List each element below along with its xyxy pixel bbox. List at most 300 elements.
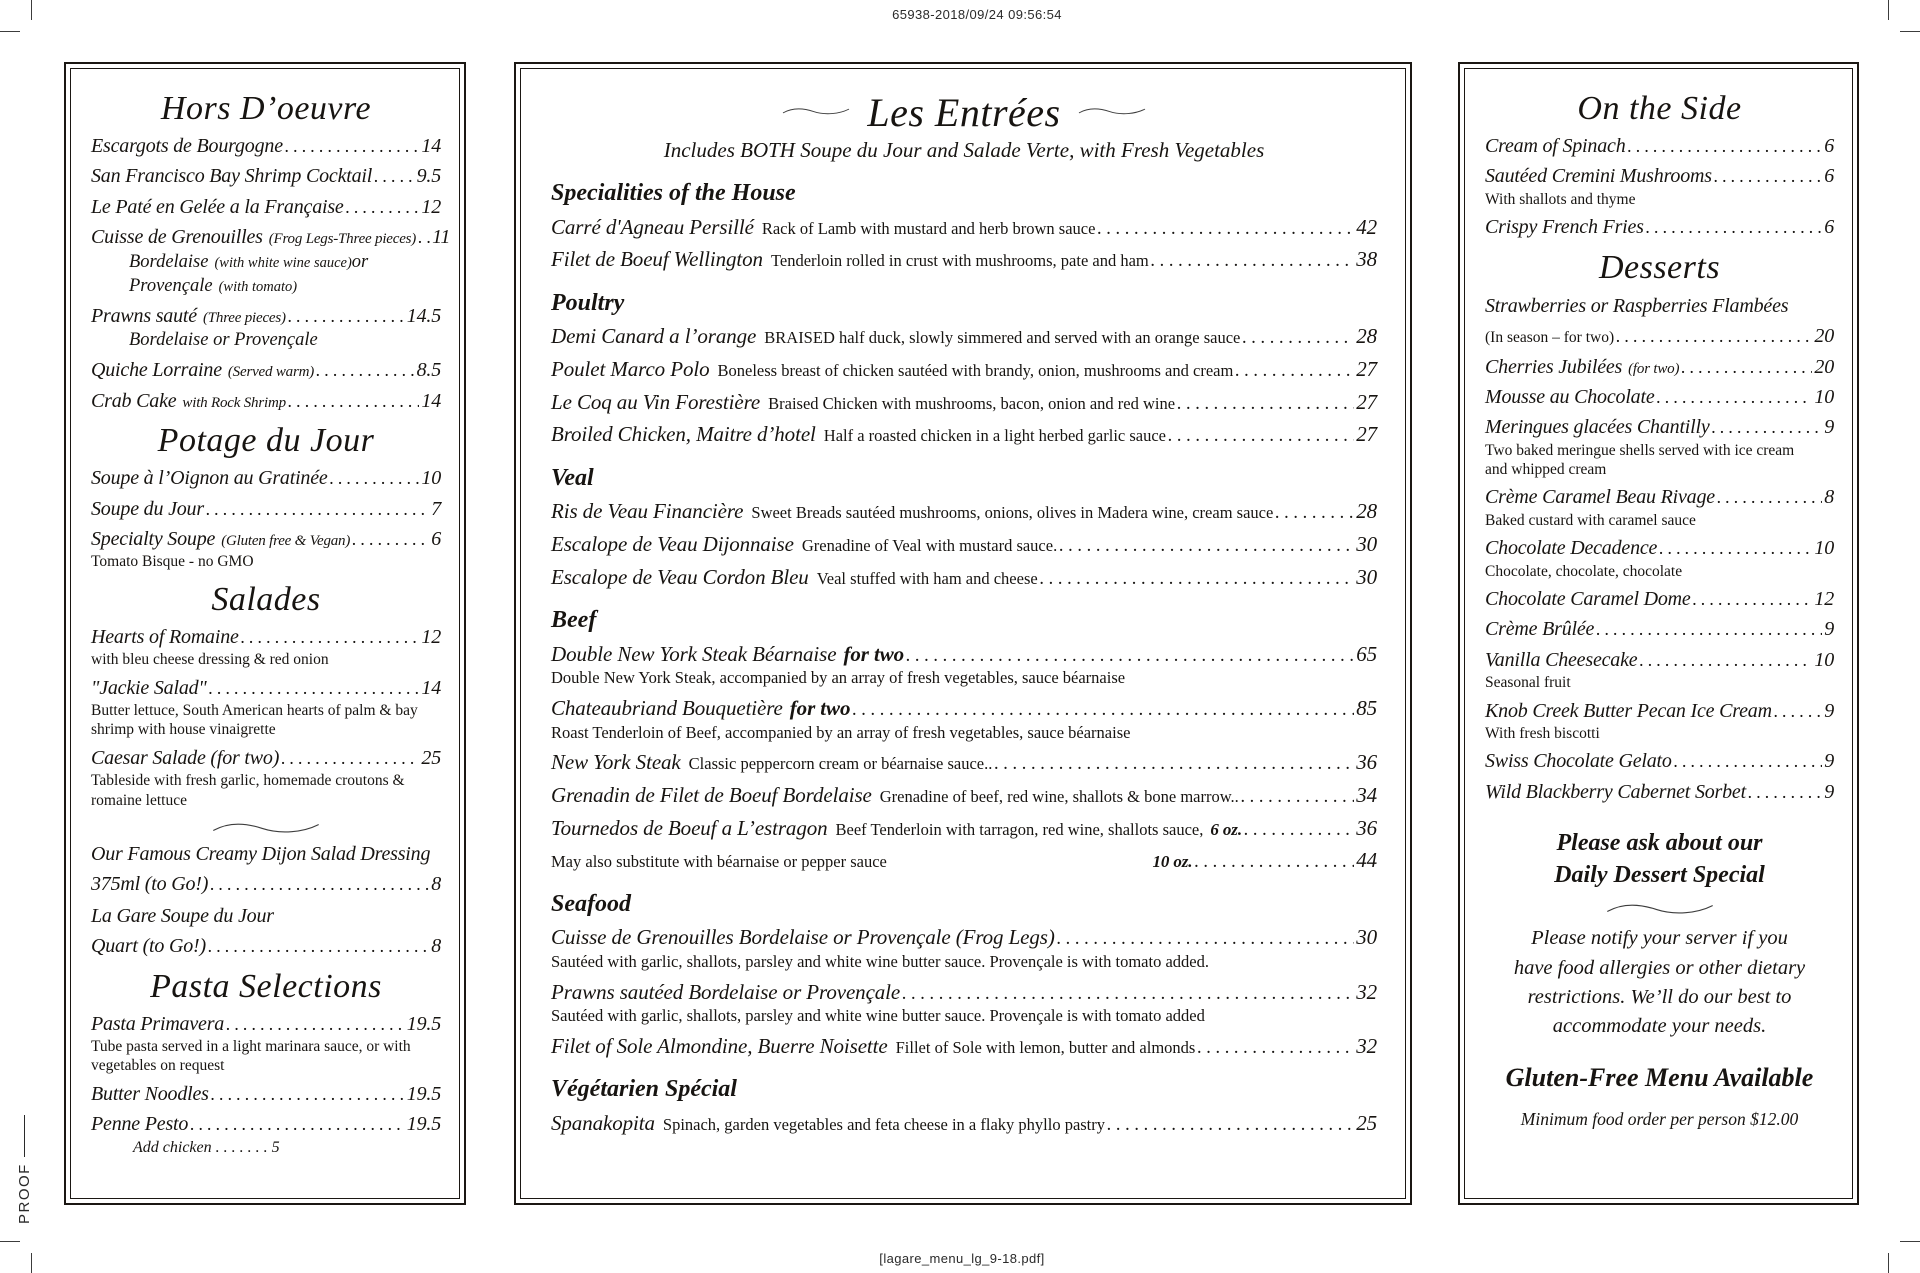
item-name-line: Strawberries or Raspberries Flambées [1485, 294, 1789, 317]
item-name: New York Steak [551, 750, 681, 775]
item-sub-line [129, 251, 441, 274]
menu-section [551, 180, 1377, 273]
item-price: 85 [1356, 696, 1377, 721]
menu-item [551, 816, 1377, 874]
dots-leader [418, 227, 430, 249]
item-description: Chocolate, chocolate, chocolate [1485, 562, 1683, 580]
item-description-inline: Tenderloin rolled in crust with mushrooms, pate and ham [770, 251, 1149, 271]
dots-leader [1151, 249, 1354, 272]
item-note: (Three pieces) [202, 309, 286, 326]
dots-leader [1235, 359, 1354, 382]
dots-leader [210, 874, 429, 896]
item-description: With fresh biscotti [1485, 724, 1600, 742]
entrees-title-row [551, 91, 1377, 135]
item-price-row [551, 816, 1377, 842]
item-name: Ris de Veau Financière [551, 499, 744, 524]
section-heading: Hors D’oeuvre [160, 90, 372, 127]
menu-item [551, 247, 1377, 273]
item-price-row [551, 215, 1377, 241]
item-name: Chocolate Decadence [1485, 537, 1658, 560]
item-price: 7 [431, 497, 441, 520]
item-description-inline: Grenadine of Veal with mustard sauce. [801, 536, 1058, 556]
menu-item [91, 527, 441, 572]
item-name: Filet of Sole Almondine, Buerre Noisette [551, 1033, 888, 1058]
item-name-suffix: for two [789, 696, 851, 721]
item-price-row [1485, 749, 1834, 773]
item-name: Quart (to Go!) [91, 935, 206, 958]
dots-leader [209, 678, 420, 700]
swash-ornament-graphic [1077, 105, 1147, 117]
item-name: Mousse au Chocolate [1485, 385, 1655, 408]
item-description: Sautéed with garlic, shallots, parsley and white wine butter sauce. Provençale is with tomato added. [551, 951, 1209, 971]
item-description-inline: Classic peppercorn cream or béarnaise sauce.. [688, 754, 993, 774]
item-price: 19.5 [406, 1113, 441, 1136]
menu-item [91, 195, 441, 219]
menu-item [551, 925, 1377, 972]
salades-divider [91, 820, 441, 835]
menu-section [551, 607, 1377, 874]
menu-panel-left-content [70, 68, 460, 1199]
item-name: Pasta Primavera [91, 1012, 225, 1035]
item-name: San Francisco Bay Shrimp Cocktail [91, 165, 373, 188]
dots-leader [1681, 357, 1812, 379]
item-price: 12 [421, 625, 441, 648]
item-name: Escalope de Veau Cordon Bleu [551, 564, 809, 589]
swash-ornament [781, 104, 851, 122]
item-price: 34 [1356, 782, 1377, 807]
menu-panel-center-content [520, 68, 1406, 1199]
item-price: 14 [421, 135, 441, 158]
item-name: (In season – for two) [1485, 329, 1615, 347]
dots-leader [374, 166, 414, 188]
notice-block [1485, 1061, 1834, 1095]
dots-leader [902, 982, 1354, 1005]
notice-line: have food allergies or other dietary [1513, 956, 1806, 979]
menu-item [551, 357, 1377, 383]
item-price-row [91, 304, 441, 328]
dots-leader [330, 468, 420, 490]
item-price: 14 [421, 389, 441, 412]
item-description-inline: Boneless breast of chicken sautéed with brandy, onion, mushrooms and cream [717, 361, 1234, 381]
item-price: 30 [1356, 925, 1377, 950]
item-price-row [1485, 415, 1834, 439]
notice-block [1485, 924, 1834, 1040]
item-price-row [1485, 587, 1834, 611]
crop-mark [1900, 1241, 1920, 1242]
item-sub-line [129, 275, 441, 298]
item-price: 9 [1824, 780, 1834, 803]
item-price-row [1485, 699, 1834, 723]
dots-leader [285, 136, 420, 158]
item-name: Soupe du Jour [91, 497, 204, 520]
item-sub-text: Bordelaise [129, 251, 209, 272]
dots-leader [1177, 392, 1354, 415]
item-price-row [91, 872, 441, 896]
dots-leader [190, 1114, 405, 1136]
dots-leader [208, 936, 429, 958]
dots-leader [1674, 751, 1822, 773]
item-sub-text: Add chicken . . . . . . . 5 [133, 1138, 280, 1156]
menu-panel-right [1458, 62, 1859, 1205]
item-price: 20 [1814, 325, 1834, 348]
item-name: Vanilla Cheesecake [1485, 648, 1638, 671]
menu-section [91, 89, 451, 413]
entrees-subtitle: Includes BOTH Soupe du Jour and Salade Verte, with Fresh Vegetables [663, 138, 1265, 162]
item-sub-tail: or [351, 251, 369, 272]
dots-leader [1059, 534, 1354, 557]
menu-item [91, 164, 441, 188]
item-name: Filet de Boeuf Wellington [551, 247, 763, 272]
item-name: Wild Blackberry Cabernet Sorbet [1485, 780, 1746, 803]
menu-item [1485, 648, 1834, 693]
menu-item [551, 1034, 1377, 1060]
item-description: with bleu cheese dressing & red onion [91, 651, 329, 669]
item-alt-note: May also substitute with béarnaise or pepper sauce [551, 852, 887, 872]
item-price: 28 [1356, 324, 1377, 349]
menu-section [91, 421, 441, 572]
menu-item [551, 422, 1377, 448]
item-price-row [91, 134, 441, 158]
section-heading: On the Side [1577, 90, 1742, 127]
menu-item [1485, 536, 1834, 581]
item-price-row [1485, 355, 1834, 379]
notice-block [1485, 828, 1834, 891]
item-sub-note: (with tomato) [218, 278, 298, 295]
menu-item [91, 497, 441, 521]
notice-block [1485, 1109, 1834, 1130]
item-description-inline: Half a roasted chicken in a light herbed garlic sauce [823, 426, 1167, 446]
item-name: Cherries Jubilées [1485, 355, 1623, 378]
dots-leader [906, 644, 1354, 667]
notice-line: Minimum food order per person $12.00 [1520, 1108, 1799, 1129]
menu-item [551, 215, 1377, 241]
entrees-title: Les Entrées [867, 90, 1061, 135]
menu-item [91, 842, 441, 897]
menu-item [1485, 415, 1834, 479]
menu-item [1485, 134, 1834, 158]
dots-leader [1639, 650, 1812, 672]
item-price-row [551, 1111, 1377, 1137]
item-name: Specialty Soupe [91, 528, 216, 551]
item-price: 8 [431, 873, 441, 896]
menu-section [1485, 248, 1834, 804]
item-name: Chocolate Caramel Dome [1485, 587, 1691, 610]
item-name: Hearts of Romaine [91, 625, 239, 648]
item-name: Meringues glacées Chantilly [1485, 416, 1710, 439]
dots-leader [352, 529, 429, 551]
item-name: Tournedos de Boeuf a L’estragon [551, 815, 828, 840]
item-sub-line [129, 329, 441, 352]
item-price-row [91, 676, 441, 700]
item-price-row [1485, 324, 1834, 348]
menu-section [551, 465, 1377, 590]
item-name: Prawns sauté [91, 304, 197, 327]
dots-leader [1748, 782, 1822, 804]
menu-item [1485, 749, 1834, 773]
item-price: 25 [421, 746, 441, 769]
item-price: 30 [1356, 564, 1377, 589]
item-name-line: La Gare Soupe du Jour [91, 904, 274, 927]
section-heading: Poultry [551, 289, 625, 316]
item-price: 10 [421, 467, 441, 490]
dots-leader [1596, 619, 1822, 641]
item-price-row [91, 358, 441, 382]
item-price: 65 [1356, 641, 1377, 666]
notice-divider [1485, 901, 1834, 916]
item-price-row [551, 696, 1377, 722]
proof-filename: [lagare_menu_lg_9-18.pdf] [879, 1251, 1045, 1266]
menu-item [1485, 780, 1834, 804]
item-note: (Gluten free & Vegan) [221, 533, 351, 550]
item-description-inline: Braised Chicken with mushrooms, bacon, onion and red wine [768, 393, 1176, 413]
item-price: 32 [1356, 979, 1377, 1004]
item-name-suffix: for two [843, 641, 904, 666]
dots-leader [1107, 1113, 1354, 1136]
item-price: 12 [421, 195, 441, 218]
item-price-row [91, 1082, 441, 1106]
item-price-row [551, 324, 1377, 350]
item-price: 6 [1824, 135, 1834, 158]
dots-leader [316, 360, 415, 382]
proof-label [16, 1104, 33, 1224]
dots-leader [1097, 217, 1354, 240]
item-price-row [551, 565, 1377, 591]
dots-leader [346, 197, 420, 219]
menu-item [91, 1012, 441, 1076]
item-price: 8 [431, 935, 441, 958]
notice-line: Gluten-Free Menu Available [1505, 1062, 1814, 1092]
menu-item [91, 1082, 441, 1106]
item-name: Sautéed Cremini Mushrooms [1485, 165, 1712, 188]
menu-section [551, 290, 1377, 448]
item-price-row [91, 389, 441, 413]
dots-leader [1244, 818, 1354, 841]
item-alt-size-row [551, 848, 1377, 874]
item-price-row [91, 527, 441, 551]
item-price: 9 [1824, 750, 1834, 773]
item-price-row [1485, 134, 1834, 158]
item-sub-text: Bordelaise or Provençale [129, 330, 318, 351]
item-description: Double New York Steak, accompanied by an array of fresh vegetables, sauce béarnaise [551, 668, 1126, 688]
item-name: Grenadin de Filet de Boeuf Bordelaise [551, 782, 872, 807]
menu-item [551, 750, 1377, 776]
item-price: 9.5 [416, 165, 441, 188]
menu-item [91, 304, 441, 353]
menu-panel-right-content [1464, 68, 1853, 1199]
menu-item [91, 389, 441, 413]
dots-leader [994, 752, 1354, 775]
menu-item [1485, 699, 1834, 744]
item-description: Baked custard with caramel sauce [1485, 511, 1696, 529]
item-note: with Rock Shrimp [182, 394, 286, 411]
dots-leader [1168, 424, 1354, 447]
menu-item [551, 324, 1377, 350]
item-name: Crème Brûlée [1485, 618, 1595, 641]
item-note: (for two) [1628, 360, 1680, 377]
item-price-row [91, 1012, 441, 1036]
item-description: Tomato Bisque - no GMO [91, 553, 254, 571]
proof-timestamp: 65938-2018/09/24 09:56:54 [892, 7, 1062, 22]
item-name: 375ml (to Go!) [91, 873, 209, 896]
item-price-row [551, 980, 1377, 1006]
item-price: 19.5 [406, 1082, 441, 1105]
crop-mark [31, 1253, 32, 1273]
proof-label-text: PROOF [16, 1163, 33, 1224]
item-description-inline: Rack of Lamb with mustard and herb brown sauce [761, 218, 1096, 238]
item-description: Butter lettuce, South American hearts of palm & bay shrimp with house vinaigrette [91, 702, 418, 739]
item-price-row [91, 625, 441, 649]
item-price-row [1485, 215, 1834, 239]
menu-item [551, 1111, 1377, 1137]
dots-leader [1646, 217, 1822, 239]
item-name: Demi Canard a l’orange [551, 324, 757, 349]
menu-item [1485, 355, 1834, 379]
item-price-row [1485, 485, 1834, 509]
item-name: Spanakopita [551, 1111, 655, 1136]
item-price-row [1485, 617, 1834, 641]
menu-section [551, 891, 1377, 1060]
item-price: 20 [1814, 355, 1834, 378]
item-name: Butter Noodles [91, 1082, 209, 1105]
item-description: Seasonal fruit [1485, 674, 1571, 692]
proof-signature-line [24, 1115, 25, 1157]
item-name: Quiche Lorraine [91, 359, 222, 382]
item-price-row [91, 934, 441, 958]
item-price: 28 [1356, 499, 1377, 524]
item-price: 6 [431, 528, 441, 551]
dots-leader [1714, 166, 1822, 188]
dots-leader [1712, 417, 1823, 439]
item-price: 25 [1356, 1111, 1377, 1136]
item-price-row [91, 497, 441, 521]
item-name: Swiss Chocolate Gelato [1485, 750, 1672, 773]
dots-leader [1194, 850, 1354, 873]
dots-leader [1040, 567, 1354, 590]
item-price: 38 [1356, 247, 1377, 272]
crop-mark [31, 0, 32, 20]
item-description: Roast Tenderloin of Beef, accompanied by an array of fresh vegetables, sauce béarnaise [551, 722, 1131, 742]
menu-section [91, 967, 441, 1158]
item-price-row [91, 466, 441, 490]
item-price-row [551, 750, 1377, 776]
item-price: 14 [421, 676, 441, 699]
item-sub-text: Provençale [129, 275, 213, 296]
crop-mark [0, 1241, 20, 1242]
notice-line: restrictions. We’ll do our best to [1527, 985, 1792, 1008]
item-description-inline: Grenadine of beef, red wine, shallots & bone marrow.. [879, 786, 1239, 806]
item-price: 9 [1824, 699, 1834, 722]
item-name-line: Our Famous Creamy Dijon Salad Dressing [91, 842, 431, 865]
menu-item [551, 532, 1377, 558]
section-heading: Beef [551, 607, 597, 634]
item-price: 36 [1356, 750, 1377, 775]
item-description: Sautéed with garlic, shallots, parsley and white wine butter sauce. Provençale is with tomato added [551, 1006, 1205, 1026]
item-description: With shallots and thyme [1485, 190, 1636, 208]
item-description-inline: Fillet of Sole with lemon, butter and almonds [895, 1037, 1196, 1057]
notice-line: Please notify your server if you [1531, 927, 1788, 950]
item-description: Tube pasta served in a light marinara sauce, or with vegetables on request [91, 1038, 411, 1075]
item-price: 14.5 [406, 304, 441, 327]
menu-item [551, 696, 1377, 743]
item-name: Cuisse de Grenouilles Bordelaise or Provençale (Frog Legs) [551, 925, 1055, 950]
dots-leader [1774, 701, 1822, 723]
dots-leader [1275, 501, 1354, 524]
item-size-label: 10 oz. [1152, 852, 1193, 872]
item-sub-note: (with white wine sauce) [214, 254, 352, 271]
item-name: Escargots de Bourgogne [91, 135, 283, 158]
item-price: 10 [1814, 385, 1834, 408]
notice-line: Please ask about our [1556, 830, 1763, 857]
menu-item [91, 904, 441, 959]
menu-item [91, 676, 441, 740]
swash-ornament-graphic [1604, 901, 1716, 916]
menu-item [91, 625, 441, 670]
menu-panel-center [514, 62, 1412, 1205]
section-heading: Végétarien Spécial [551, 1076, 737, 1103]
item-name: Carré d'Agneau Persillé [551, 214, 754, 239]
menu-item [91, 1112, 441, 1157]
menu-item [1485, 215, 1834, 239]
item-price: 27 [1356, 389, 1377, 414]
item-note: (Served warm) [227, 364, 315, 381]
swash-ornament-graphic [781, 105, 851, 117]
menu-item [551, 783, 1377, 809]
item-price: 6 [1824, 216, 1834, 239]
item-name: Penne Pesto [91, 1113, 189, 1136]
item-price-row [1485, 164, 1834, 188]
menu-item [91, 225, 451, 298]
item-name: Cuisse de Grenouilles [91, 226, 263, 249]
item-price-row [551, 247, 1377, 273]
item-price: 12 [1814, 587, 1834, 610]
menu-item [1485, 587, 1834, 611]
dots-leader [288, 391, 420, 413]
dots-leader [1717, 487, 1822, 509]
dots-leader [1241, 785, 1354, 808]
dots-leader [1659, 538, 1812, 560]
item-price-row [1485, 648, 1834, 672]
item-name: Crab Cake [91, 389, 177, 412]
item-price-row [91, 195, 441, 219]
dots-leader [241, 627, 420, 649]
item-price: 6 [1824, 165, 1834, 188]
entrees-sections [551, 180, 1377, 1137]
menu-item [551, 565, 1377, 591]
item-sub-line [133, 1138, 441, 1158]
item-name: Poulet Marco Polo [551, 357, 710, 382]
menu-item [91, 746, 441, 810]
section-heading: Potage du Jour [157, 422, 375, 460]
item-description-inline: Beef Tenderloin with tarragon, red wine, shallots sauce, [835, 819, 1204, 839]
crop-mark [1888, 0, 1889, 20]
item-name: Double New York Steak Béarnaise [551, 641, 837, 666]
item-description-inline: Sweet Breads sautéed mushrooms, onions, olives in Madera wine, cream sauce [751, 503, 1274, 523]
item-price-row [551, 532, 1377, 558]
crop-mark [1888, 1253, 1889, 1273]
item-price-row [91, 225, 451, 249]
item-name: Crispy French Fries [1485, 216, 1644, 239]
item-price: 8.5 [416, 359, 441, 382]
dots-leader [1057, 927, 1354, 950]
item-name: Caesar Salade (for two) [91, 746, 280, 769]
menu-item [551, 499, 1377, 525]
item-price: 10 [1814, 537, 1834, 560]
item-price: 8 [1824, 486, 1834, 509]
item-name: Cream of Spinach [1485, 135, 1626, 158]
item-description-inline: BRAISED half duck, slowly simmered and served with an orange sauce [764, 328, 1241, 348]
dots-leader [1197, 1036, 1354, 1059]
item-price-row [91, 1112, 441, 1136]
